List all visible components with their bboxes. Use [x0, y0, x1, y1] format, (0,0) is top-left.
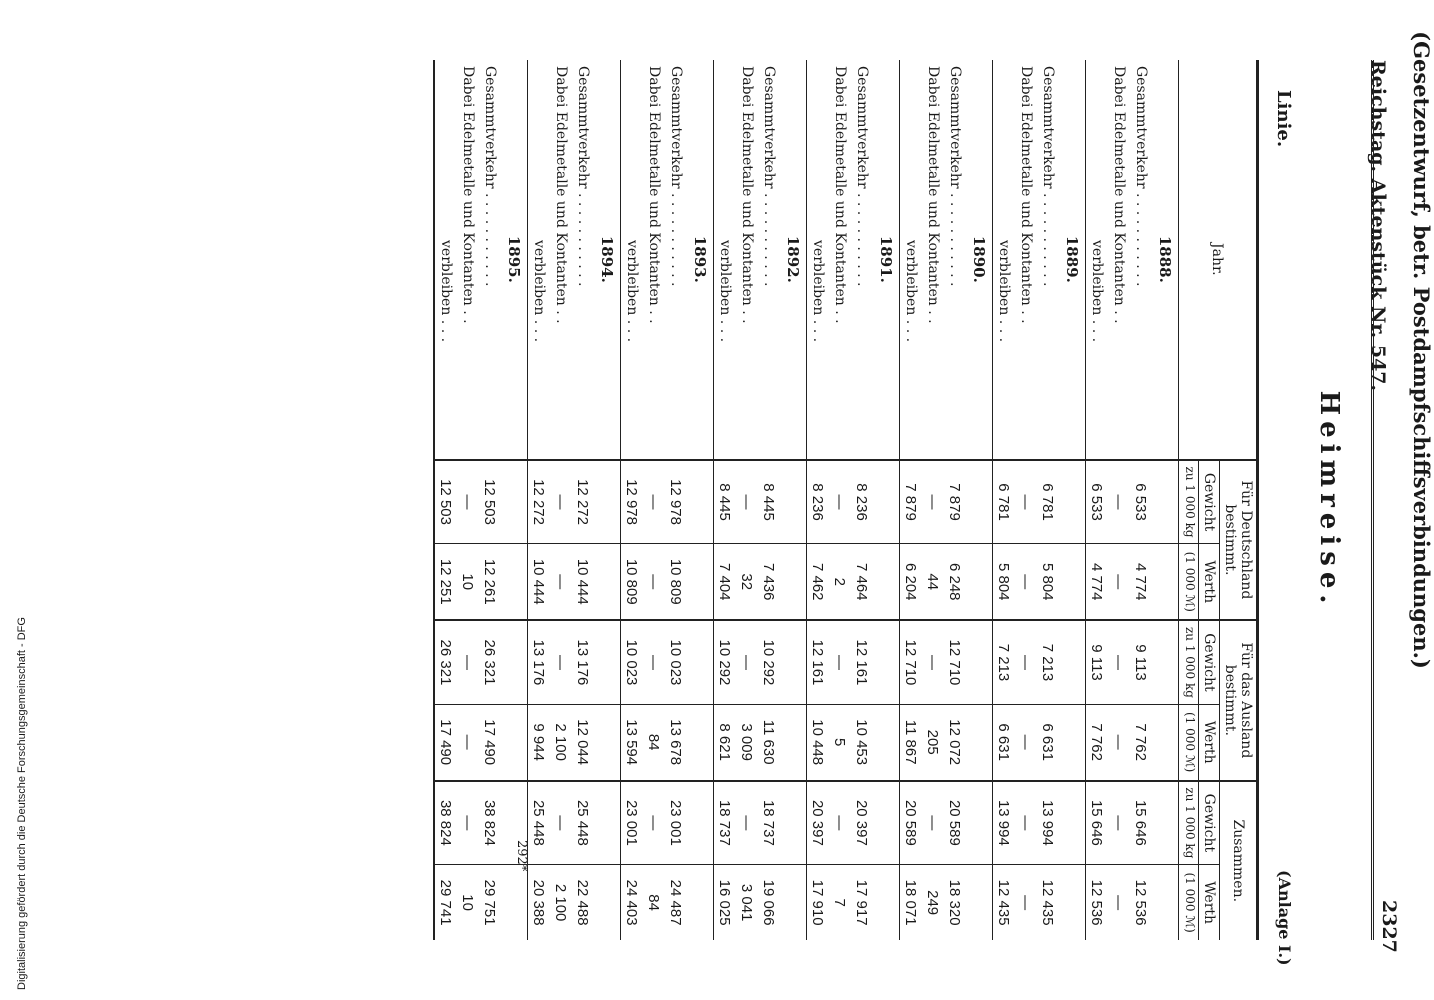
- header-left: Reichstag. Aktenstück Nr. 547.: [1367, 60, 1389, 392]
- table-cell: 84: [643, 704, 665, 780]
- table-cell: —: [1108, 460, 1130, 544]
- table-cell: 8 445: [714, 460, 737, 544]
- table-cell: 3 041: [736, 865, 758, 940]
- table-cell: 10 292: [714, 620, 737, 704]
- table-cell: [594, 460, 621, 544]
- table-cell: 2 100: [550, 865, 572, 940]
- year-label: 1894.: [598, 235, 616, 283]
- table-cell: [966, 620, 993, 704]
- header-page-number: 2327: [1378, 900, 1400, 953]
- table-cell: 22 488: [572, 865, 594, 940]
- table-cell: 10 023: [665, 620, 687, 704]
- table-cell: [687, 544, 714, 620]
- unit-weight: zu 1 000 kg: [1179, 781, 1199, 865]
- table-cell: 18 071: [900, 865, 923, 940]
- table-cell: [873, 865, 900, 940]
- table-cell: —: [829, 620, 851, 704]
- table-cell: 9 944: [528, 704, 551, 780]
- table-cell: [873, 460, 900, 544]
- table-cell: —: [457, 781, 479, 865]
- table-cell: 10: [457, 544, 479, 620]
- table-cell: 6 533: [1130, 460, 1152, 544]
- table-cell: 32: [736, 544, 758, 620]
- row-label: Dabei Edelmetalle und Kontanten . .: [925, 66, 941, 324]
- table-row: [736, 60, 758, 940]
- table-row: [479, 60, 501, 940]
- table-cell: 38 824: [434, 781, 457, 865]
- table-cell: 11 867: [900, 704, 923, 780]
- table-cell: —: [1015, 460, 1037, 544]
- table-cell: 12 710: [944, 620, 966, 704]
- table-cell: [1152, 865, 1179, 940]
- table-cell: [687, 620, 714, 704]
- table-cell: 7 762: [1130, 704, 1152, 780]
- table-cell: [966, 544, 993, 620]
- table-row: [643, 60, 665, 940]
- table-cell: —: [550, 544, 572, 620]
- table-cell: 20 589: [900, 781, 923, 865]
- table-cell: 23 001: [621, 781, 644, 865]
- table-cell: 13 994: [1037, 781, 1059, 865]
- row-label: verbleiben . . .: [1086, 60, 1109, 460]
- table-cell: 25 448: [572, 781, 594, 865]
- table-cell: 18 737: [714, 781, 737, 865]
- table-cell: —: [1108, 544, 1130, 620]
- row-label: Dabei Edelmetalle und Kontanten . .: [646, 66, 662, 324]
- table-cell: [780, 460, 807, 544]
- table-cell: —: [457, 460, 479, 544]
- table-cell: [501, 704, 528, 780]
- table-cell: 5 804: [993, 544, 1016, 620]
- unit-weight: zu 1 000 kg: [1179, 620, 1199, 704]
- table-cell: 29 741: [434, 865, 457, 940]
- table-cell: 12 251: [434, 544, 457, 620]
- table-cell: —: [550, 781, 572, 865]
- table-cell: 10: [457, 865, 479, 940]
- page-title: Heimreise.: [1314, 390, 1344, 610]
- table-cell: 7 879: [900, 460, 923, 544]
- unit-value: (1 000 ℳ): [1179, 704, 1199, 780]
- year-label: 1895.: [505, 235, 523, 283]
- table-cell: 7 879: [944, 460, 966, 544]
- table-cell: 5: [829, 704, 851, 780]
- table-cell: 17 910: [807, 865, 830, 940]
- table-cell: 10 444: [572, 544, 594, 620]
- table-cell: —: [736, 620, 758, 704]
- year-label: 1892.: [784, 235, 802, 283]
- table-cell: [501, 544, 528, 620]
- table-cell: [594, 620, 621, 704]
- table-cell: 8 621: [714, 704, 737, 780]
- table-cell: 12 261: [479, 544, 501, 620]
- table-cell: 205: [922, 704, 944, 780]
- table-cell: 8 445: [758, 460, 780, 544]
- table-cell: 12 536: [1130, 865, 1152, 940]
- table-cell: 15 646: [1086, 781, 1109, 865]
- table-cell: 4 774: [1086, 544, 1109, 620]
- table-cell: 7 462: [807, 544, 830, 620]
- table-cell: 7 213: [993, 620, 1016, 704]
- table-cell: [501, 620, 528, 704]
- table-cell: 23 001: [665, 781, 687, 865]
- table-row: [944, 60, 966, 940]
- table-cell: [1059, 781, 1086, 865]
- table-row: [457, 60, 479, 940]
- table-cell: 9 113: [1130, 620, 1152, 704]
- sub-value: Werth: [1199, 544, 1220, 620]
- table-cell: 20 397: [807, 781, 830, 865]
- row-label: verbleiben . . .: [621, 60, 644, 460]
- table-cell: —: [643, 544, 665, 620]
- sub-weight: Gewicht: [1199, 620, 1220, 704]
- year-label: 1890.: [970, 235, 988, 283]
- table-cell: 24 487: [665, 865, 687, 940]
- table-cell: [687, 460, 714, 544]
- table-row: [1015, 60, 1037, 940]
- table-cell: 20 388: [528, 865, 551, 940]
- table-cell: 10 023: [621, 620, 644, 704]
- row-label: Gesammtverkehr . . . . . . . . . . .: [575, 66, 591, 287]
- table-cell: —: [1015, 620, 1037, 704]
- row-label: Gesammtverkehr . . . . . . . . . . .: [761, 66, 777, 287]
- table-cell: —: [643, 460, 665, 544]
- year-row: [687, 60, 714, 940]
- header-center: (Gesetzentwurf, betr. Postdampfschiffsverbindungen.): [1409, 31, 1434, 669]
- table-row: [434, 60, 457, 940]
- year-label: 1893.: [691, 235, 709, 283]
- col-year: Jahr.: [1179, 60, 1258, 460]
- table-row: [993, 60, 1016, 940]
- table-cell: 12 978: [621, 460, 644, 544]
- table-cell: 7 762: [1086, 704, 1109, 780]
- table-cell: —: [1108, 781, 1130, 865]
- row-label: verbleiben . . .: [714, 60, 737, 460]
- table-cell: 12 710: [900, 620, 923, 704]
- sub-weight: Gewicht: [1199, 460, 1220, 544]
- group-zusammen: Zusammen.: [1220, 781, 1258, 940]
- table-cell: 84: [643, 865, 665, 940]
- table-cell: [1059, 620, 1086, 704]
- table-cell: —: [829, 781, 851, 865]
- table-cell: —: [829, 460, 851, 544]
- table-cell: 20 589: [944, 781, 966, 865]
- table-cell: [1152, 781, 1179, 865]
- table-row: [922, 60, 944, 940]
- table-cell: [966, 781, 993, 865]
- table-cell: 7 404: [714, 544, 737, 620]
- table-cell: 19 066: [758, 865, 780, 940]
- table-cell: 13 176: [528, 620, 551, 704]
- table-cell: 38 824: [479, 781, 501, 865]
- table-cell: 249: [922, 865, 944, 940]
- table-cell: 2: [829, 544, 851, 620]
- table-cell: 18 320: [944, 865, 966, 940]
- table-cell: [873, 781, 900, 865]
- sub-value: Werth: [1199, 865, 1220, 940]
- table-cell: 24 403: [621, 865, 644, 940]
- year-row: [501, 60, 528, 940]
- unit-value: (1 000 ℳ): [1179, 544, 1199, 620]
- unit-value: (1 000 ℳ): [1179, 865, 1199, 940]
- year-label: 1888.: [1156, 235, 1174, 283]
- table-row: [1130, 60, 1152, 940]
- table-row: [851, 60, 873, 940]
- table-cell: 2 100: [550, 704, 572, 780]
- table-cell: —: [643, 620, 665, 704]
- row-label: Dabei Edelmetalle und Kontanten . .: [1018, 66, 1034, 324]
- row-label: Dabei Edelmetalle und Kontanten . .: [832, 66, 848, 324]
- table-cell: 12 435: [993, 865, 1016, 940]
- table-cell: [1152, 620, 1179, 704]
- row-label: verbleiben . . .: [993, 60, 1016, 460]
- table-cell: 12 503: [479, 460, 501, 544]
- row-label: Dabei Edelmetalle und Kontanten . .: [553, 66, 569, 324]
- table-cell: [780, 865, 807, 940]
- table-cell: —: [736, 781, 758, 865]
- table-cell: [780, 544, 807, 620]
- table-cell: 12 044: [572, 704, 594, 780]
- table-cell: 6 248: [944, 544, 966, 620]
- table-cell: [594, 781, 621, 865]
- year-label: 1889.: [1063, 235, 1081, 283]
- table-row: [1086, 60, 1109, 940]
- table-cell: 10 453: [851, 704, 873, 780]
- table-cell: 12 161: [807, 620, 830, 704]
- table-cell: 12 272: [528, 460, 551, 544]
- table-row: [621, 60, 644, 940]
- table-cell: [780, 781, 807, 865]
- table-cell: [780, 620, 807, 704]
- table-cell: 6 631: [993, 704, 1016, 780]
- table-cell: 25 448: [528, 781, 551, 865]
- table-cell: 8 236: [807, 460, 830, 544]
- group-deutschland: Für Deutschland bestimmt.: [1220, 460, 1258, 620]
- table-cell: 10 809: [621, 544, 644, 620]
- table-cell: 6 533: [1086, 460, 1109, 544]
- table-cell: [594, 704, 621, 780]
- table-cell: [594, 865, 621, 940]
- table-body: [434, 60, 1179, 940]
- table-cell: 15 646: [1130, 781, 1152, 865]
- table-cell: 6 204: [900, 544, 923, 620]
- table-cell: [594, 544, 621, 620]
- table-cell: 17 490: [434, 704, 457, 780]
- table-cell: 10 809: [665, 544, 687, 620]
- table-row: [829, 60, 851, 940]
- table-cell: —: [1015, 544, 1037, 620]
- table-cell: 6 781: [993, 460, 1016, 544]
- row-label: verbleiben . . .: [434, 60, 457, 460]
- year-label: 1891.: [877, 235, 895, 283]
- table-cell: [1059, 865, 1086, 940]
- table-cell: 12 536: [1086, 865, 1109, 940]
- table-cell: 12 503: [434, 460, 457, 544]
- table-cell: 12 272: [572, 460, 594, 544]
- anlage-label: (Anlage I.): [1275, 870, 1294, 966]
- table-row: [758, 60, 780, 940]
- row-label: Gesammtverkehr . . . . . . . . . . .: [854, 66, 870, 287]
- year-row: [1059, 60, 1086, 940]
- table-cell: 12 161: [851, 620, 873, 704]
- table-cell: [873, 544, 900, 620]
- table-cell: 16 025: [714, 865, 737, 940]
- table-row: [807, 60, 830, 940]
- table-row: [528, 60, 551, 940]
- table-cell: 6 781: [1037, 460, 1059, 544]
- table-cell: [687, 865, 714, 940]
- table-cell: [1059, 460, 1086, 544]
- table-cell: [966, 704, 993, 780]
- table-cell: —: [922, 460, 944, 544]
- row-label: Gesammtverkehr . . . . . . . . . . .: [947, 66, 963, 287]
- table-cell: —: [1015, 865, 1037, 940]
- table-cell: —: [643, 781, 665, 865]
- table-cell: —: [1015, 704, 1037, 780]
- table-cell: —: [1108, 620, 1130, 704]
- sub-value: Werth: [1199, 704, 1220, 780]
- header-rule: [1371, 60, 1374, 940]
- table-cell: [966, 460, 993, 544]
- table-cell: —: [457, 620, 479, 704]
- sub-weight: Gewicht: [1199, 781, 1220, 865]
- table-cell: 7 436: [758, 544, 780, 620]
- row-label: Dabei Edelmetalle und Kontanten . .: [1111, 66, 1127, 324]
- table-cell: 7 213: [1037, 620, 1059, 704]
- table-cell: 13 594: [621, 704, 644, 780]
- table-cell: [1152, 460, 1179, 544]
- year-row: [873, 60, 900, 940]
- table-cell: [1152, 704, 1179, 780]
- table-cell: —: [550, 460, 572, 544]
- unit-weight: zu 1 000 kg: [1179, 460, 1199, 544]
- row-label: Dabei Edelmetalle und Kontanten . .: [739, 66, 755, 324]
- table-cell: —: [736, 460, 758, 544]
- table-cell: 6 631: [1037, 704, 1059, 780]
- year-row: [1152, 60, 1179, 940]
- table-cell: [1059, 704, 1086, 780]
- table-row: [714, 60, 737, 940]
- table-cell: 13 176: [572, 620, 594, 704]
- dfg-footer: Digitalisierung gefördert durch die Deutsche Forschungsgemeinschaft - DFG: [16, 617, 28, 990]
- row-label: verbleiben . . .: [900, 60, 923, 460]
- table-cell: [687, 781, 714, 865]
- table-header: [1179, 60, 1258, 940]
- table-row: [1037, 60, 1059, 940]
- table-cell: 7: [829, 865, 851, 940]
- row-label: Gesammtverkehr . . . . . . . . . . .: [668, 66, 684, 287]
- table-cell: 29 751: [479, 865, 501, 940]
- row-label: Dabei Edelmetalle und Kontanten . .: [460, 66, 476, 324]
- table-cell: 10 444: [528, 544, 551, 620]
- table-cell: 4 774: [1130, 544, 1152, 620]
- table-cell: 17 490: [479, 704, 501, 780]
- row-label: verbleiben . . .: [528, 60, 551, 460]
- table-cell: —: [1015, 781, 1037, 865]
- freight-table: [433, 60, 1259, 940]
- table-cell: [873, 620, 900, 704]
- table-cell: [780, 704, 807, 780]
- table-cell: —: [457, 704, 479, 780]
- table-cell: [687, 704, 714, 780]
- table-cell: 26 321: [479, 620, 501, 704]
- table-row: [550, 60, 572, 940]
- table-row: [572, 60, 594, 940]
- table-cell: [501, 460, 528, 544]
- page-number-footer: 292*: [514, 840, 529, 872]
- table-cell: 13 678: [665, 704, 687, 780]
- table-cell: 20 397: [851, 781, 873, 865]
- table-cell: [501, 865, 528, 940]
- table-row: [665, 60, 687, 940]
- table-cell: 17 917: [851, 865, 873, 940]
- table-cell: —: [922, 620, 944, 704]
- table-cell: —: [1108, 865, 1130, 940]
- table-cell: 11 630: [758, 704, 780, 780]
- table-cell: 26 321: [434, 620, 457, 704]
- table-cell: 10 292: [758, 620, 780, 704]
- table-cell: 18 737: [758, 781, 780, 865]
- table-cell: 9 113: [1086, 620, 1109, 704]
- table-cell: 12 072: [944, 704, 966, 780]
- row-label: Gesammtverkehr . . . . . . . . . . .: [482, 66, 498, 287]
- year-row: [966, 60, 993, 940]
- table-cell: [966, 865, 993, 940]
- table-cell: [873, 704, 900, 780]
- table-cell: 8 236: [851, 460, 873, 544]
- table-cell: 44: [922, 544, 944, 620]
- row-label: Gesammtverkehr . . . . . . . . . . .: [1040, 66, 1056, 287]
- line-label: Linie.: [1273, 90, 1294, 148]
- table-cell: 12 435: [1037, 865, 1059, 940]
- table-cell: 10 448: [807, 704, 830, 780]
- table-cell: —: [550, 620, 572, 704]
- table-cell: 13 994: [993, 781, 1016, 865]
- table-cell: —: [922, 781, 944, 865]
- row-label: Gesammtverkehr . . . . . . . . . . .: [1133, 66, 1149, 287]
- group-ausland: Für das Ausland bestimmt.: [1220, 620, 1258, 780]
- table-row: [900, 60, 923, 940]
- table-row: [1108, 60, 1130, 940]
- table-cell: 12 978: [665, 460, 687, 544]
- table-cell: 5 804: [1037, 544, 1059, 620]
- table-cell: [1152, 544, 1179, 620]
- year-row: [594, 60, 621, 940]
- row-label: verbleiben . . .: [807, 60, 830, 460]
- year-row: [780, 60, 807, 940]
- table-cell: —: [1108, 704, 1130, 780]
- table-cell: [1059, 544, 1086, 620]
- table-cell: 7 464: [851, 544, 873, 620]
- table-cell: 3 009: [736, 704, 758, 780]
